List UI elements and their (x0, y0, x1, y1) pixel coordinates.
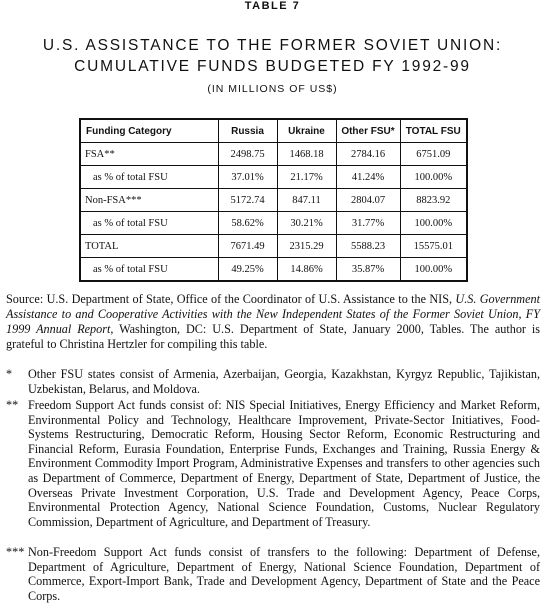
table-row (80, 143, 467, 166)
source-lead-text: Source: U.S. Department of State, Office of the Coordinator of U.S. Assistance to the NIS, (6, 292, 456, 306)
footnote-text: Freedom Support Act funds consist of: NIS Special Initiatives, Energy Efficiency and Market Reform, Environmental Policy and Technology, Healthcare Improvement, Private-Sector Initiatives, Food-Systems Restructuring, Democratic Reform, Housing Sector Reform, Economic Restructuring and Financial Reform, Eurasia Foundation, Enterprise Funds, Exchanges and Training, Russia Energy & Environment Commodity Import Program, Administrative Expenses and transfers to other agencies such as Department of Commerce, Department of Energy, Department of State, Department of Justice, the Overseas Private Investment Corporation, U.S. Trade and Development Agency, Peace Corps, Environmental Protection Agency, National Science Foundation, Customs, Nuclear Regulatory Commission, Department of Agriculture, and Department of Treasury. (28, 398, 540, 529)
footnote-non-fsa-funds (6, 545, 540, 603)
table-cell: 847.11 (277, 189, 336, 212)
footnote-marker: ** (6, 398, 19, 412)
table-cell: 35.87% (336, 258, 400, 282)
source-tail-text: Washington, DC: U.S. Department of State, January 2000, Tables. The author is grateful to Christina Hertzler for compiling this table. (6, 322, 541, 351)
table-cell: 2804.07 (336, 189, 400, 212)
table-cell: 2315.29 (277, 235, 336, 258)
table-cell: 100.00% (400, 212, 467, 235)
table-cell: 7671.49 (218, 235, 277, 258)
table-cell: 58.62% (218, 212, 277, 235)
row-label: Non-FSA*** (80, 189, 218, 212)
row-label: FSA** (80, 143, 218, 166)
table-row (80, 212, 467, 235)
table-cell: 31.77% (336, 212, 400, 235)
table-cell: 14.86% (277, 258, 336, 282)
table-cell: 37.01% (218, 166, 277, 189)
table-cell: 5172.74 (218, 189, 277, 212)
table-cell: 15575.01 (400, 235, 467, 258)
footnote-text: Other FSU states consist of Armenia, Azerbaijan, Georgia, Kazakhstan, Kyrgyz Republic, Tajikistan, Uzbekistan, Belarus, and Moldova. (28, 367, 540, 396)
table-title-line-2: CUMULATIVE FUNDS BUDGETED FY 1992-99 (74, 58, 471, 75)
source-report-title: U.S. Government Assistance to and Cooperative Activities with the New Independent States of the Former Soviet Union, FY 1999 Annual Report, (6, 292, 541, 336)
table-row (80, 189, 467, 212)
table-cell: 100.00% (400, 166, 467, 189)
table-row (80, 258, 467, 282)
row-label: TOTAL (80, 235, 218, 258)
footnote-marker: * (6, 367, 13, 381)
table-cell: 49.25% (218, 258, 277, 282)
table-title-line-1: U.S. ASSISTANCE TO THE FORMER SOVIET UNION: (42, 37, 503, 54)
column-header: Ukraine (277, 119, 336, 143)
column-header: Funding Category (80, 119, 218, 143)
table-cell: 21.17% (277, 166, 336, 189)
table-row (80, 235, 467, 258)
column-header: Other FSU* (336, 119, 400, 143)
table-cell: 2498.75 (218, 143, 277, 166)
row-label: as % of total FSU (80, 166, 218, 189)
column-header: Russia (218, 119, 277, 143)
funding-table (79, 118, 468, 282)
footnote-fsa-funds (6, 398, 540, 529)
table-header-row (80, 119, 467, 143)
table-cell: 5588.23 (336, 235, 400, 258)
table-cell: 100.00% (400, 258, 467, 282)
table-cell: 6751.09 (400, 143, 467, 166)
footnote-text: Non-Freedom Support Act funds consist of transfers to the following: Department of Defense, Department of Agriculture, Department of Energy, National Science Foundation, Department of Commerce, Export-Import Bank, Trade and Development Agency, Department of State and the Peace Corps. (28, 545, 540, 603)
table-cell: 30.21% (277, 212, 336, 235)
row-label: as % of total FSU (80, 258, 218, 282)
footnote-other-fsu (6, 367, 540, 396)
table-cell: 1468.18 (277, 143, 336, 166)
row-label: as % of total FSU (80, 212, 218, 235)
table-row (80, 166, 467, 189)
table-cell: 41.24% (336, 166, 400, 189)
table-number-label: TABLE 7 (244, 0, 301, 12)
source-note (6, 292, 540, 352)
footnote-marker: *** (6, 545, 25, 559)
column-header: TOTAL FSU (400, 119, 467, 143)
table-cell: 8823.92 (400, 189, 467, 212)
table-cell: 2784.16 (336, 143, 400, 166)
table-units-subtitle: (IN MILLIONS OF US$) (207, 83, 338, 95)
